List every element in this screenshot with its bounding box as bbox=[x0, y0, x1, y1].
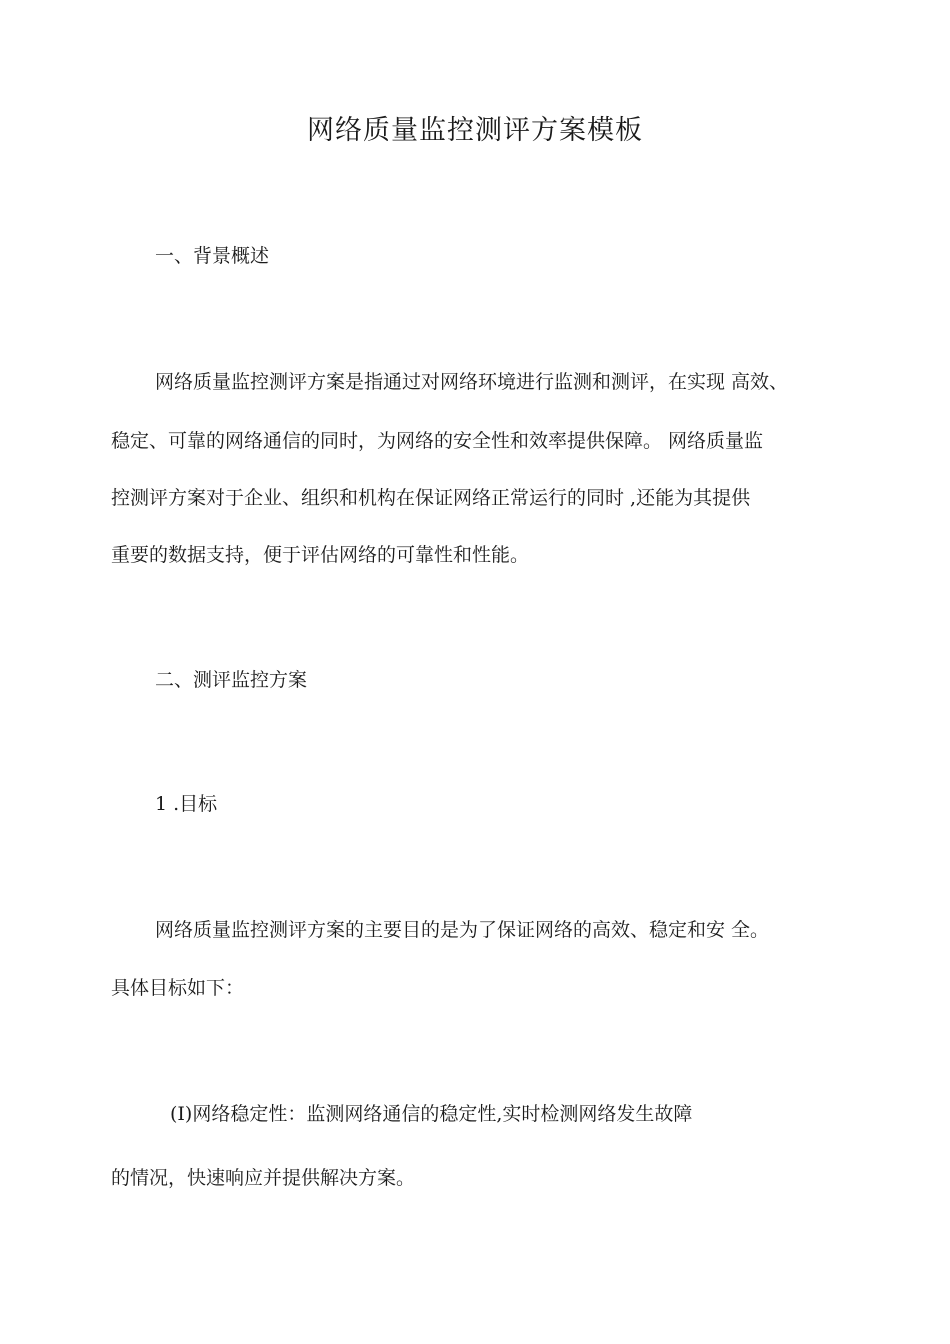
subsection-heading-goal: 1 .目标 bbox=[155, 793, 218, 815]
paragraph-line: 网络质量监控测评方案的主要目的是为了保证网络的高效、稳定和安 全。 bbox=[155, 919, 770, 941]
paragraph-line: 重要的数据支持，便于评估网络的可靠性和性能。 bbox=[111, 544, 530, 566]
document-title: 网络质量监控测评方案模板 bbox=[307, 115, 643, 146]
paragraph-line: 网络质量监控测评方案是指通过对网络环境进行监测和测评，在实现 高效、 bbox=[155, 371, 789, 393]
paragraph-line: 具体目标如下： bbox=[111, 977, 245, 999]
section-heading-background: 一、背景概述 bbox=[155, 245, 270, 267]
paragraph-line: 稳定、可靠的网络通信的同时，为网络的安全性和效率提供保障。 网络质量监 bbox=[111, 430, 764, 452]
list-item-line: (I)网络稳定性：监测网络通信的稳定性,实时检测网络发生故障 bbox=[170, 1103, 693, 1125]
section-heading-plan: 二、测评监控方案 bbox=[155, 669, 308, 691]
list-item-line: 的情况，快速响应并提供解决方案。 bbox=[111, 1167, 416, 1189]
paragraph-line: 控测评方案对于企业、组织和机构在保证网络正常运行的同时 ,还能为其提供 bbox=[111, 487, 751, 509]
